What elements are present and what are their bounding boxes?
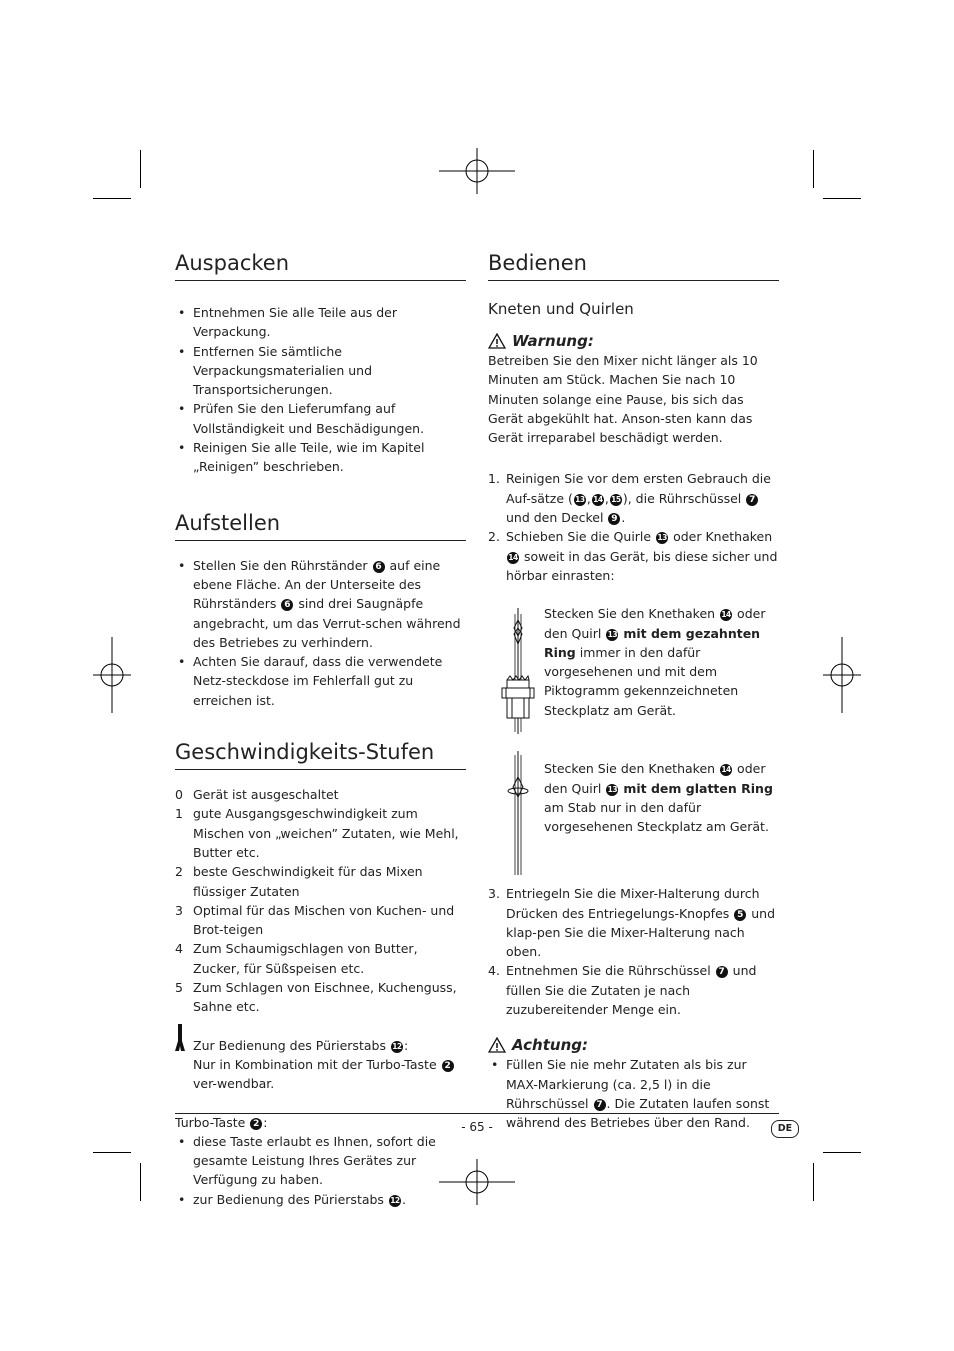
text: Stecken Sie den Knethaken — [544, 606, 716, 622]
ref-badge: 5 — [734, 909, 746, 921]
registration-mark-icon — [93, 637, 131, 713]
text: Reinigen Sie vor dem ersten Gebrauch die Auf-sätze ( — [506, 471, 771, 506]
text: Füllen Sie nie mehr Zutaten als bis zur MAX-Markierung (ca. 2,5 l) in die Rührschüssel — [506, 1057, 747, 1111]
list-item — [488, 884, 779, 961]
text: Entriegeln Sie die Mixer-Halterung durch Drücken des Entriegelungs-Knopfes — [506, 886, 760, 921]
text: Schieben Sie die Quirle — [506, 529, 652, 545]
step-number: 2 — [175, 864, 183, 880]
list-item — [175, 804, 466, 862]
section-title-stufen: Geschwindigkeits-Stufen — [175, 739, 466, 770]
page-number: - 65 - — [461, 1120, 493, 1134]
text: sind drei Saugnäpfe angebracht, um das Verrut-schen während des Betriebes zu verhindern. — [193, 596, 461, 650]
list-item: • Entnehmen Sie alle Teile aus der Verpackung. — [175, 303, 466, 342]
warning-heading — [488, 331, 779, 351]
list-item — [488, 469, 779, 527]
step-number: 1. — [488, 471, 500, 487]
crop-mark — [93, 1152, 131, 1153]
text: und klap-pen Sie die Mixer-Halterung nach oben. — [506, 905, 776, 960]
text: ver-wendbar. — [193, 1076, 275, 1092]
text: zur Bedienung des Pürierstabs — [193, 1191, 384, 1207]
crop-mark — [93, 198, 131, 199]
text: Stecken Sie den Knethaken — [544, 761, 716, 777]
text: Entnehmen Sie die Rührschüssel — [506, 963, 711, 979]
step-number: 5 — [175, 980, 183, 996]
warning-title: Warnung: — [512, 332, 594, 350]
text: . — [621, 510, 626, 526]
text: , — [604, 490, 609, 506]
left-column — [175, 250, 466, 1209]
warning-text: Betreiben Sie den Mixer nicht länger als 10 Minuten am Stück. Machen Sie nach 10 Minuten solange eine Pause, bis sich das Gerät abgekühlt hat. Anson-sten kann das Gerät irreparabel beschädigt werden. — [488, 353, 758, 446]
beater-smooth-ring-illustration — [498, 749, 538, 877]
ref-badge: 9 — [608, 513, 620, 525]
text: und den Deckel — [506, 510, 604, 526]
ref-badge: 6 — [373, 561, 385, 573]
right-column — [488, 250, 779, 1133]
steps-list-continued — [488, 884, 779, 1019]
text: Turbo-Taste — [175, 1114, 246, 1130]
text: Zum Schaumigschlagen von Butter, Zucker, für Süßspeisen etc. — [193, 941, 418, 976]
list-item — [488, 961, 779, 1019]
text: Zur Bedienung des Pürierstabs — [193, 1037, 386, 1053]
text: oder den Quirl — [544, 606, 766, 641]
footer-rule — [175, 1113, 779, 1114]
text: Zum Schlagen von Eischnee, Kuchenguss, Sahne etc. — [193, 980, 457, 1015]
ref-badge: 13 — [657, 533, 667, 543]
figure-caption — [544, 759, 779, 836]
language-badge: DE — [771, 1120, 799, 1138]
text: gute Ausgangsgeschwindigkeit zum Mischen von „weichen” Zutaten, wie Mehl, Butter etc. — [193, 806, 459, 860]
step-number: 4. — [488, 963, 500, 979]
registration-mark-icon — [439, 148, 515, 194]
list-item: • Entfernen Sie sämtliche Verpackungsmaterialien und Transportsicherungen. — [175, 342, 466, 400]
text: beste Geschwindigkeit für das Mixen flüssiger Zutaten — [193, 864, 423, 899]
turbo-list — [175, 1132, 466, 1209]
list-item — [175, 862, 466, 901]
step-number: 1 — [175, 806, 183, 822]
ref-badge: 7 — [594, 1099, 606, 1111]
subsection-title: Kneten und Quirlen — [488, 300, 634, 318]
crop-mark — [823, 1152, 861, 1153]
section-title-aufstellen: Aufstellen — [175, 510, 466, 541]
text: Stellen Sie den Rührständer — [193, 557, 368, 573]
list-item: • Reinigen Sie alle Teile, wie im Kapitel „Reinigen” beschrieben. — [175, 438, 466, 477]
text: , — [586, 490, 591, 506]
text: . Die Zutaten laufen sonst während des Betriebes über den Rand. — [506, 1095, 770, 1131]
puree-note — [175, 1036, 466, 1094]
text: ), die Rührschüssel — [622, 490, 742, 506]
registration-mark-icon — [823, 637, 861, 713]
list-item — [175, 1190, 466, 1209]
text: immer in den dafür vorgesehenen und mit dem Piktogramm gekennzeichneten Steckplatz am Gerät. — [544, 644, 739, 718]
ref-badge: 2 — [442, 1060, 454, 1072]
text: soweit in das Gerät, bis diese sicher und hörbar einrasten: — [506, 548, 778, 583]
emphasis: mit dem gezahnten Ring — [544, 625, 761, 660]
ref-badge: 14 — [508, 552, 518, 562]
list-item — [175, 556, 466, 652]
ref-badge: 12 — [390, 1195, 400, 1205]
crop-mark — [140, 1163, 141, 1201]
step-number: 4 — [175, 941, 183, 957]
ref-badge: 7 — [746, 494, 758, 506]
warning-icon — [488, 333, 506, 349]
list-item — [175, 939, 466, 978]
ref-badge: 15 — [611, 494, 621, 504]
text: : — [263, 1114, 268, 1130]
text: . — [401, 1191, 406, 1207]
list-item — [175, 785, 466, 804]
figure-caption — [544, 604, 779, 720]
beater-serrated-ring-illustration — [498, 604, 538, 736]
steps-list — [488, 469, 779, 585]
figure-serrated-ring — [488, 604, 779, 744]
text: Optimal für das Mischen von Kuchen- und Brot-teigen — [193, 902, 455, 938]
ref-badge: 2 — [250, 1118, 262, 1130]
caution-title: Achtung: — [512, 1036, 588, 1055]
text: und füllen Sie die Zutaten je nach zuzubereitender Menge ein. — [506, 963, 757, 1018]
ref-badge: 13 — [575, 494, 585, 504]
ref-badge: 7 — [716, 966, 728, 978]
text: auf eine ebene Fläche. An der Unterseite des Rührständers — [193, 557, 441, 612]
list-item: • Achten Sie darauf, dass die verwendete Netz-steckdose im Fehlerfall gut zu erreichen ist. — [175, 652, 466, 710]
auspacken-list — [175, 303, 466, 477]
list-item: • diese Taste erlaubt es Ihnen, sofort die gesamte Leistung Ihres Gerätes zur Verfügung zu haben. — [175, 1132, 466, 1190]
list-item: • Prüfen Sie den Lieferumfang auf Vollständigkeit und Beschädigungen. — [175, 399, 466, 438]
step-number: 3 — [175, 902, 183, 918]
step-number: 2. — [488, 529, 500, 545]
list-item — [175, 978, 466, 1017]
step-number: 3. — [488, 886, 500, 902]
emphasis: mit dem glatten Ring — [623, 780, 773, 796]
text: am Stab nur in den dafür vorgesehenen Steckplatz am Gerät. — [544, 799, 769, 835]
warning-icon — [488, 1037, 506, 1053]
crop-mark — [813, 1163, 814, 1201]
ref-badge: 12 — [392, 1041, 402, 1051]
text: oder Knethaken — [673, 529, 773, 545]
ref-badge: 14 — [721, 765, 731, 775]
section-title-bedienen: Bedienen — [488, 250, 779, 281]
ref-badge: 14 — [721, 610, 731, 620]
text: oder den Quirl — [544, 761, 766, 796]
list-item — [488, 527, 779, 585]
text: Gerät ist ausgeschaltet — [193, 787, 339, 803]
text: : — [403, 1037, 409, 1053]
crop-mark — [813, 150, 814, 188]
section-title-auspacken: Auspacken — [175, 250, 466, 281]
text: Nur in Kombination mit der Turbo-Taste — [193, 1056, 437, 1072]
stufen-list — [175, 785, 466, 1017]
ref-badge: 6 — [281, 599, 293, 611]
ref-badge: 14 — [593, 494, 603, 504]
aufstellen-list — [175, 556, 466, 710]
ref-badge: 13 — [607, 784, 618, 794]
ref-badge: 13 — [607, 629, 618, 639]
caution-heading — [488, 1035, 779, 1055]
blender-icon — [175, 1024, 185, 1052]
crop-mark — [823, 198, 861, 199]
list-item — [175, 901, 466, 940]
crop-mark — [140, 150, 141, 188]
step-number: 0 — [175, 787, 183, 803]
